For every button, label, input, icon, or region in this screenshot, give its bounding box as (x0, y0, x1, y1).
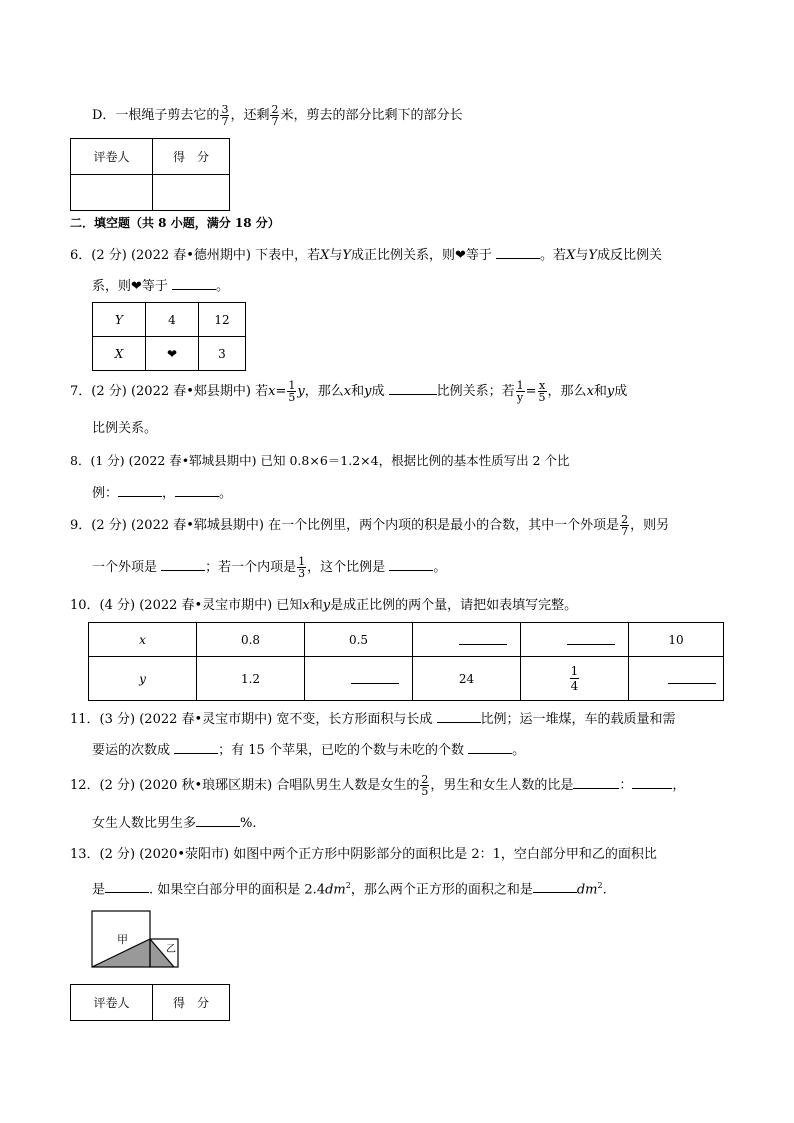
answer-blank[interactable] (161, 558, 205, 571)
fraction: $\frac{3}{7}$ (221, 103, 229, 128)
section-title: 二．填空题（共 8 小题，满分 18 分） (70, 216, 280, 230)
answer-blank[interactable] (175, 484, 219, 497)
answer-blank[interactable] (468, 741, 512, 754)
answer-blank[interactable] (172, 277, 216, 290)
question-7-line2: 比例关系。 (92, 421, 158, 436)
question-11: 11．(3 分) (2022 春•灵宝市期中) 宽不变，长方形面积与长成 比例；运一堆煤，车的载质量和需 (70, 712, 676, 727)
answer-blank[interactable] (632, 776, 672, 789)
answer-blank[interactable] (118, 484, 162, 497)
question-9-line2: 一个外项是 ；若一个内项是 $\frac{1}{3}$ ，这个比例是 。 (92, 555, 447, 580)
question-8-line2: 例： ， 。 (92, 486, 233, 501)
q6-table: Y 4 12 X ❤ 3 (92, 302, 246, 371)
question-13-line2: 是 . 如果空白部分甲的面积是 $2.4dm^2$，那么两个正方形的面积之和是 $dm^2$. (92, 881, 607, 898)
question-13: 13．(2 分) (2020•荥阳市) 如图中两个正方形中阴影部分的面积比是 2：1，空白部分甲和乙的面积比 (70, 847, 657, 862)
score-table: 评卷人 得 分 (70, 984, 230, 1021)
label-jia: 甲 (117, 933, 128, 946)
answer-blank[interactable] (389, 382, 437, 395)
answer-blank[interactable] (105, 880, 149, 893)
question-12-line2: 女生人数比男生多 %. (92, 816, 257, 831)
score-cell[interactable] (153, 175, 230, 211)
question-12: 12．(2 分) (2020 秋•琅琊区期末) 合唱队男生人数是女生的 $\frac{2}{5}$ ，男生和女生人数的比是 ： ， (70, 773, 686, 798)
answer-blank[interactable] (496, 246, 540, 259)
answer-blank[interactable] (573, 776, 619, 789)
answer-blank[interactable] (459, 632, 507, 645)
question-6: 6．(2 分) (2022 春•德州期中) 下表中，若X与Y成正比例关系，则❤等于 。若X与Y成反比例关 (70, 248, 662, 263)
answer-blank[interactable] (567, 632, 615, 645)
score-cell[interactable] (71, 175, 153, 211)
option-d: D．一根绳子剪去它的 $\frac{3}{7}$ ，还剩 $\frac{2}{7}$ 米，剪去的部分比剩下的部分长 (92, 103, 463, 128)
answer-blank[interactable] (437, 710, 481, 723)
question-7: 7．(2 分) (2022 春•郏县期中) 若x= $\frac{1}{5}$ y，那么x和y成 比例关系；若 $\frac{1}{y}$ = $\frac{x}{5}$ ，那么x和y成 (70, 379, 628, 404)
squares-figure (90, 910, 182, 970)
question-10: 10．(4 分) (2022 春•灵宝市期中) 已知x和y是成正比例的两个量，请把如表填写完整。 (70, 598, 578, 613)
q10-table: x 0.8 0.5 10 y 1.2 24 $\frac{1}{4}$ (88, 622, 724, 701)
question-8: 8．(1 分) (2022 春•郓城县期中) 已知 0.8×6＝1.2×4，根据比例的基本性质写出 2 个比 (70, 453, 570, 468)
answer-blank[interactable] (668, 671, 716, 684)
answer-blank[interactable] (533, 880, 577, 893)
question-11-line2: 要运的次数成 ；有 15 个苹果，已吃的个数与未吃的个数 。 (92, 743, 526, 758)
answer-blank[interactable] (196, 814, 240, 827)
fraction: $\frac{2}{7}$ (271, 103, 279, 128)
score-table: 评卷人 得 分 (70, 138, 230, 211)
answer-blank[interactable] (351, 671, 399, 684)
answer-blank[interactable] (389, 558, 433, 571)
answer-blank[interactable] (174, 741, 218, 754)
question-9: 9．(2 分) (2022 春•郓城县期中) 在一个比例里，两个内项的积是最小的合数，其中一个外项是 $\frac{2}{7}$ ，则另 (70, 513, 670, 538)
question-6-line2: 系，则❤等于 。 (92, 279, 230, 294)
label-yi: 乙 (166, 944, 176, 955)
